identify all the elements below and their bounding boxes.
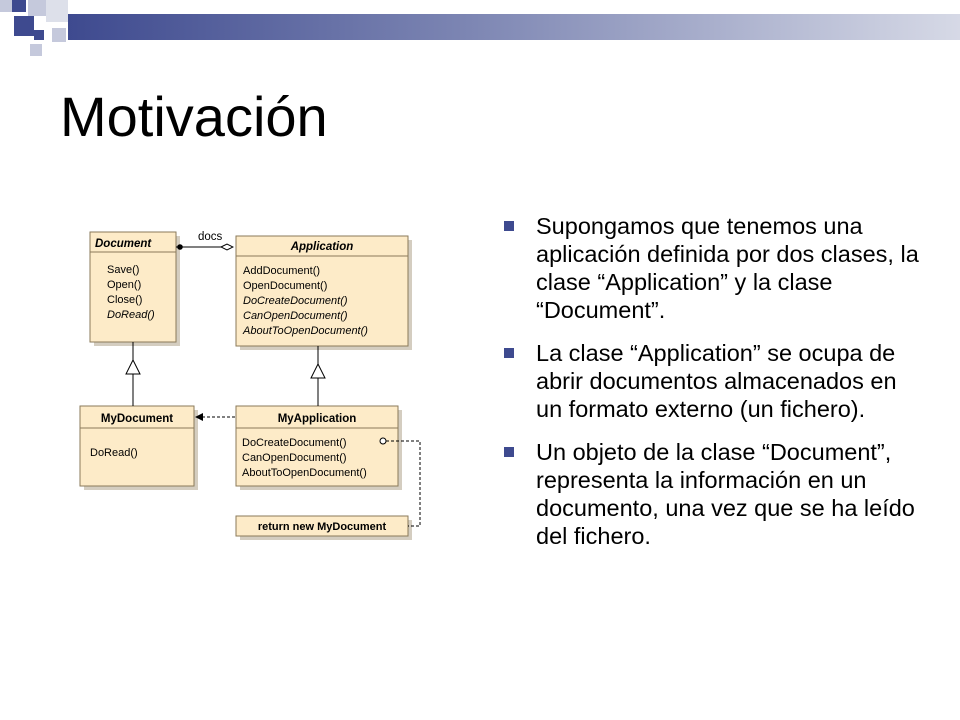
corner-square-light-3 — [46, 0, 68, 22]
association-multiplicity-dot — [177, 244, 183, 250]
bullet-text: Un objeto de la clase “Document”, representa la información en un documento, una vez que se ha leído del fichero. — [536, 439, 915, 549]
header-bar — [68, 14, 960, 40]
bullet-item — [500, 438, 920, 550]
class-application-method: CanOpenDocument() — [243, 310, 348, 322]
class-myapplication-method: CanOpenDocument() — [242, 452, 347, 464]
slide-title: Motivación — [60, 85, 328, 148]
association-label: docs — [198, 231, 223, 243]
bullet-text: La clase “Application” se ocupa de abrir documentos almacenados en un formato externo (un fichero). — [536, 340, 897, 422]
class-document-method: Close() — [107, 294, 143, 306]
class-application-method: AboutToOpenDocument() — [243, 325, 368, 337]
class-application-method: DoCreateDocument() — [243, 295, 348, 307]
corner-square-dark-1 — [12, 0, 26, 12]
bullet-square-icon — [504, 221, 514, 231]
class-application-name: Application — [290, 241, 354, 253]
class-mydocument-name: MyDocument — [100, 413, 174, 425]
class-mydocument — [80, 406, 198, 490]
class-myapplication-method: AboutToOpenDocument() — [242, 467, 367, 479]
class-document-method: DoRead() — [107, 309, 155, 321]
class-application-method: OpenDocument() — [243, 280, 328, 292]
class-mydocument-method: DoRead() — [90, 447, 138, 459]
inheritance-myapplication-application — [311, 346, 325, 406]
class-document-name: Document — [95, 238, 152, 250]
bullet-text: Supongamos que tenemos una aplicación definida por dos clases, la clase “Application” y la clase “Document”. — [536, 213, 919, 323]
bullet-square-icon — [504, 348, 514, 358]
class-myapplication-method: DoCreateDocument() — [242, 437, 347, 449]
class-document-method: Open() — [107, 279, 142, 291]
corner-square-dark-2 — [14, 16, 34, 36]
dependency-creates — [195, 413, 236, 421]
bullet-item — [500, 212, 920, 324]
bullet-square-icon — [504, 447, 514, 457]
class-myapplication-name: MyApplication — [277, 413, 357, 425]
inheritance-mydocument-document — [126, 342, 140, 406]
corner-square-light-5 — [30, 44, 42, 56]
bullet-item — [500, 339, 920, 423]
bullet-list — [500, 212, 920, 565]
corner-square-light-2 — [28, 0, 46, 16]
note-anchor-circle — [380, 438, 386, 444]
class-myapplication — [236, 406, 402, 490]
uml-class-diagram — [78, 222, 438, 548]
corner-square-light-1 — [0, 0, 12, 12]
class-application — [236, 236, 412, 350]
class-application-method: AddDocument() — [243, 265, 321, 277]
corner-square-dark-3 — [34, 30, 44, 40]
class-document — [90, 232, 180, 346]
association-docs — [176, 231, 223, 250]
class-document-method: Save() — [107, 264, 140, 276]
corner-square-light-4 — [52, 28, 66, 42]
note-text: return new MyDocument — [257, 521, 387, 533]
